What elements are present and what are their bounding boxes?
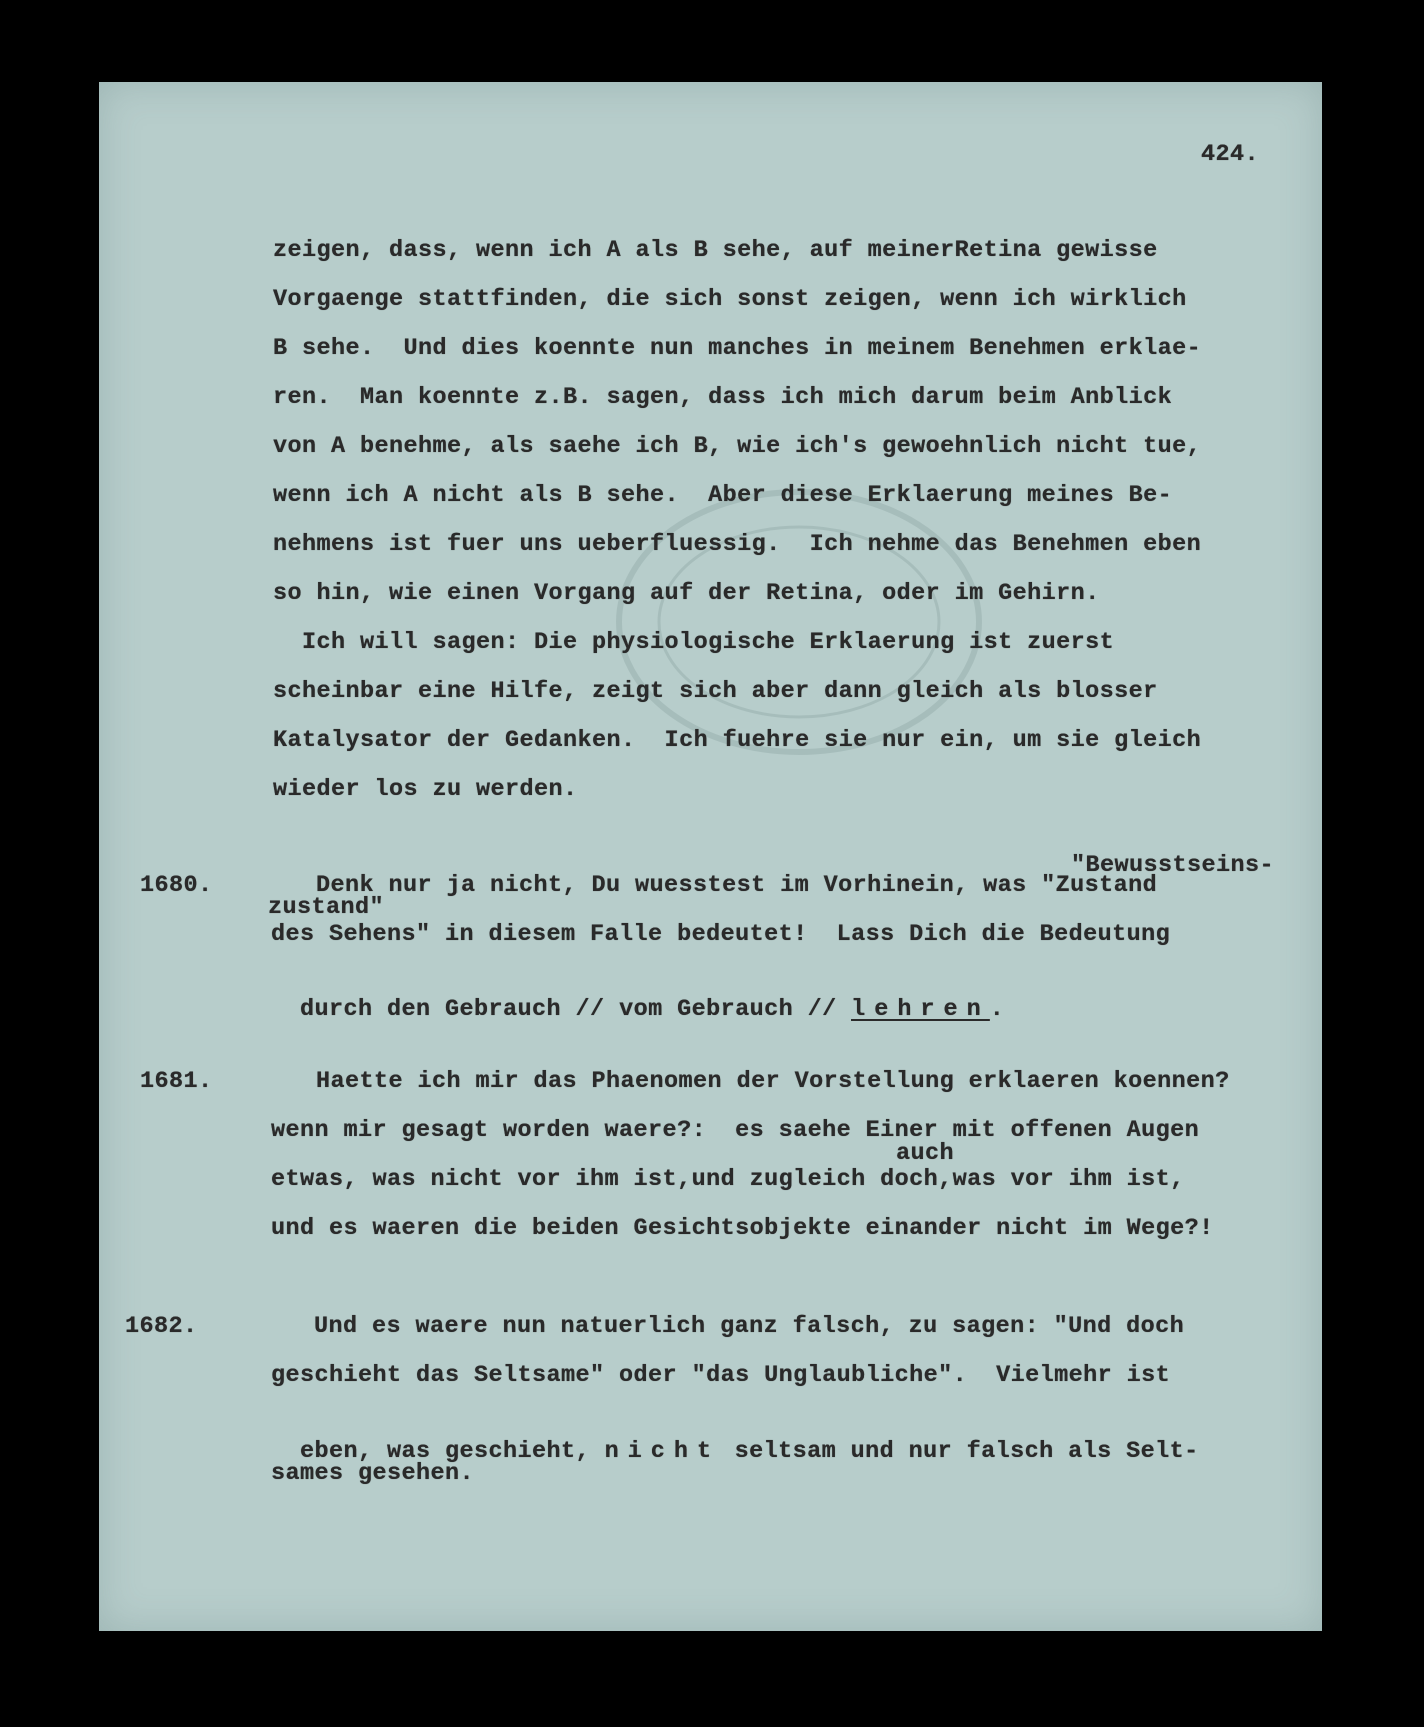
text-line: wieder los zu werden.	[273, 776, 578, 803]
text-line: Und es waere nun natuerlich ganz falsch, zu sagen: "Und doch	[314, 1313, 1185, 1340]
text-line: Katalysator der Gedanken. Ich fuehre sie nur ein, um sie gleich	[273, 727, 1202, 754]
text-segment: .	[989, 996, 1005, 1023]
text-line: etwas, was nicht vor ihm ist,und zugleich doch,was vor ihm ist,	[271, 1166, 1185, 1193]
text-line: und es waeren die beiden Gesichtsobjekte einander nicht im Wege?!	[271, 1215, 1214, 1242]
text-line: des Sehens" in diesem Falle bedeutet! Lass Dich die Bedeutung	[271, 921, 1171, 948]
text-line: Vorgaenge stattfinden, die sich sonst zeigen, wenn ich wirklich	[273, 286, 1187, 313]
interlinear-insert: "Bewusstseins-	[1071, 852, 1275, 879]
text-line: zeigen, dass, wenn ich A als B sehe, auf meinerRetina gewisse	[273, 237, 1158, 264]
text-line: nehmens ist fuer uns ueberfluessig. Ich nehme das Benehmen eben	[273, 531, 1202, 558]
emphasized-word: lehren	[851, 996, 990, 1023]
remark-number-1682: 1682.	[125, 1313, 198, 1340]
text-line: so hin, wie einen Vorgang auf der Retina, oder im Gehirn.	[273, 580, 1100, 607]
text-segment: seltsam und nur falsch als Selt-	[720, 1438, 1199, 1465]
remark-number-1680: 1680.	[140, 872, 213, 899]
remark-number-1681: 1681.	[140, 1068, 213, 1095]
page-number: 424.	[1201, 141, 1260, 168]
text-line: scheinbar eine Hilfe, zeigt sich aber dann gleich als blosser	[273, 678, 1158, 705]
text-line: B sehe. Und dies koennte nun manches in meinem Benehmen erklae-	[273, 335, 1202, 362]
text-segment: eben, was geschieht,	[300, 1438, 605, 1465]
emphasized-word: nicht	[604, 1438, 721, 1465]
text-line: Denk nur ja nicht, Du wuesstest im Vorhinein, was "Zustand	[316, 872, 1158, 899]
text-line: geschieht das Seltsame" oder "das Unglaubliche". Vielmehr ist	[271, 1362, 1171, 1389]
text-line: wenn mir gesagt worden waere?: es saehe Einer mit offenen Augen	[271, 1117, 1200, 1144]
text-line	[271, 1411, 1199, 1465]
interlinear-insert: zustand"	[268, 894, 385, 921]
text-line	[271, 969, 1004, 1023]
text-line: ren. Man koennte z.B. sagen, dass ich mich darum beim Anblick	[273, 384, 1173, 411]
text-line: Ich will sagen: Die physiologische Erklaerung ist zuerst	[273, 629, 1115, 656]
text-line: sames gesehen.	[271, 1460, 475, 1487]
text-line: von A benehme, als saehe ich B, wie ich's gewoehnlich nicht tue,	[273, 433, 1202, 460]
interlinear-insert: auch	[896, 1140, 955, 1167]
text-segment: durch den Gebrauch // vom Gebrauch //	[300, 996, 852, 1023]
text-line: Haette ich mir das Phaenomen der Vorstellung erklaeren koennen?	[316, 1068, 1230, 1095]
text-line: wenn ich A nicht als B sehe. Aber diese Erklaerung meines Be-	[273, 482, 1173, 509]
